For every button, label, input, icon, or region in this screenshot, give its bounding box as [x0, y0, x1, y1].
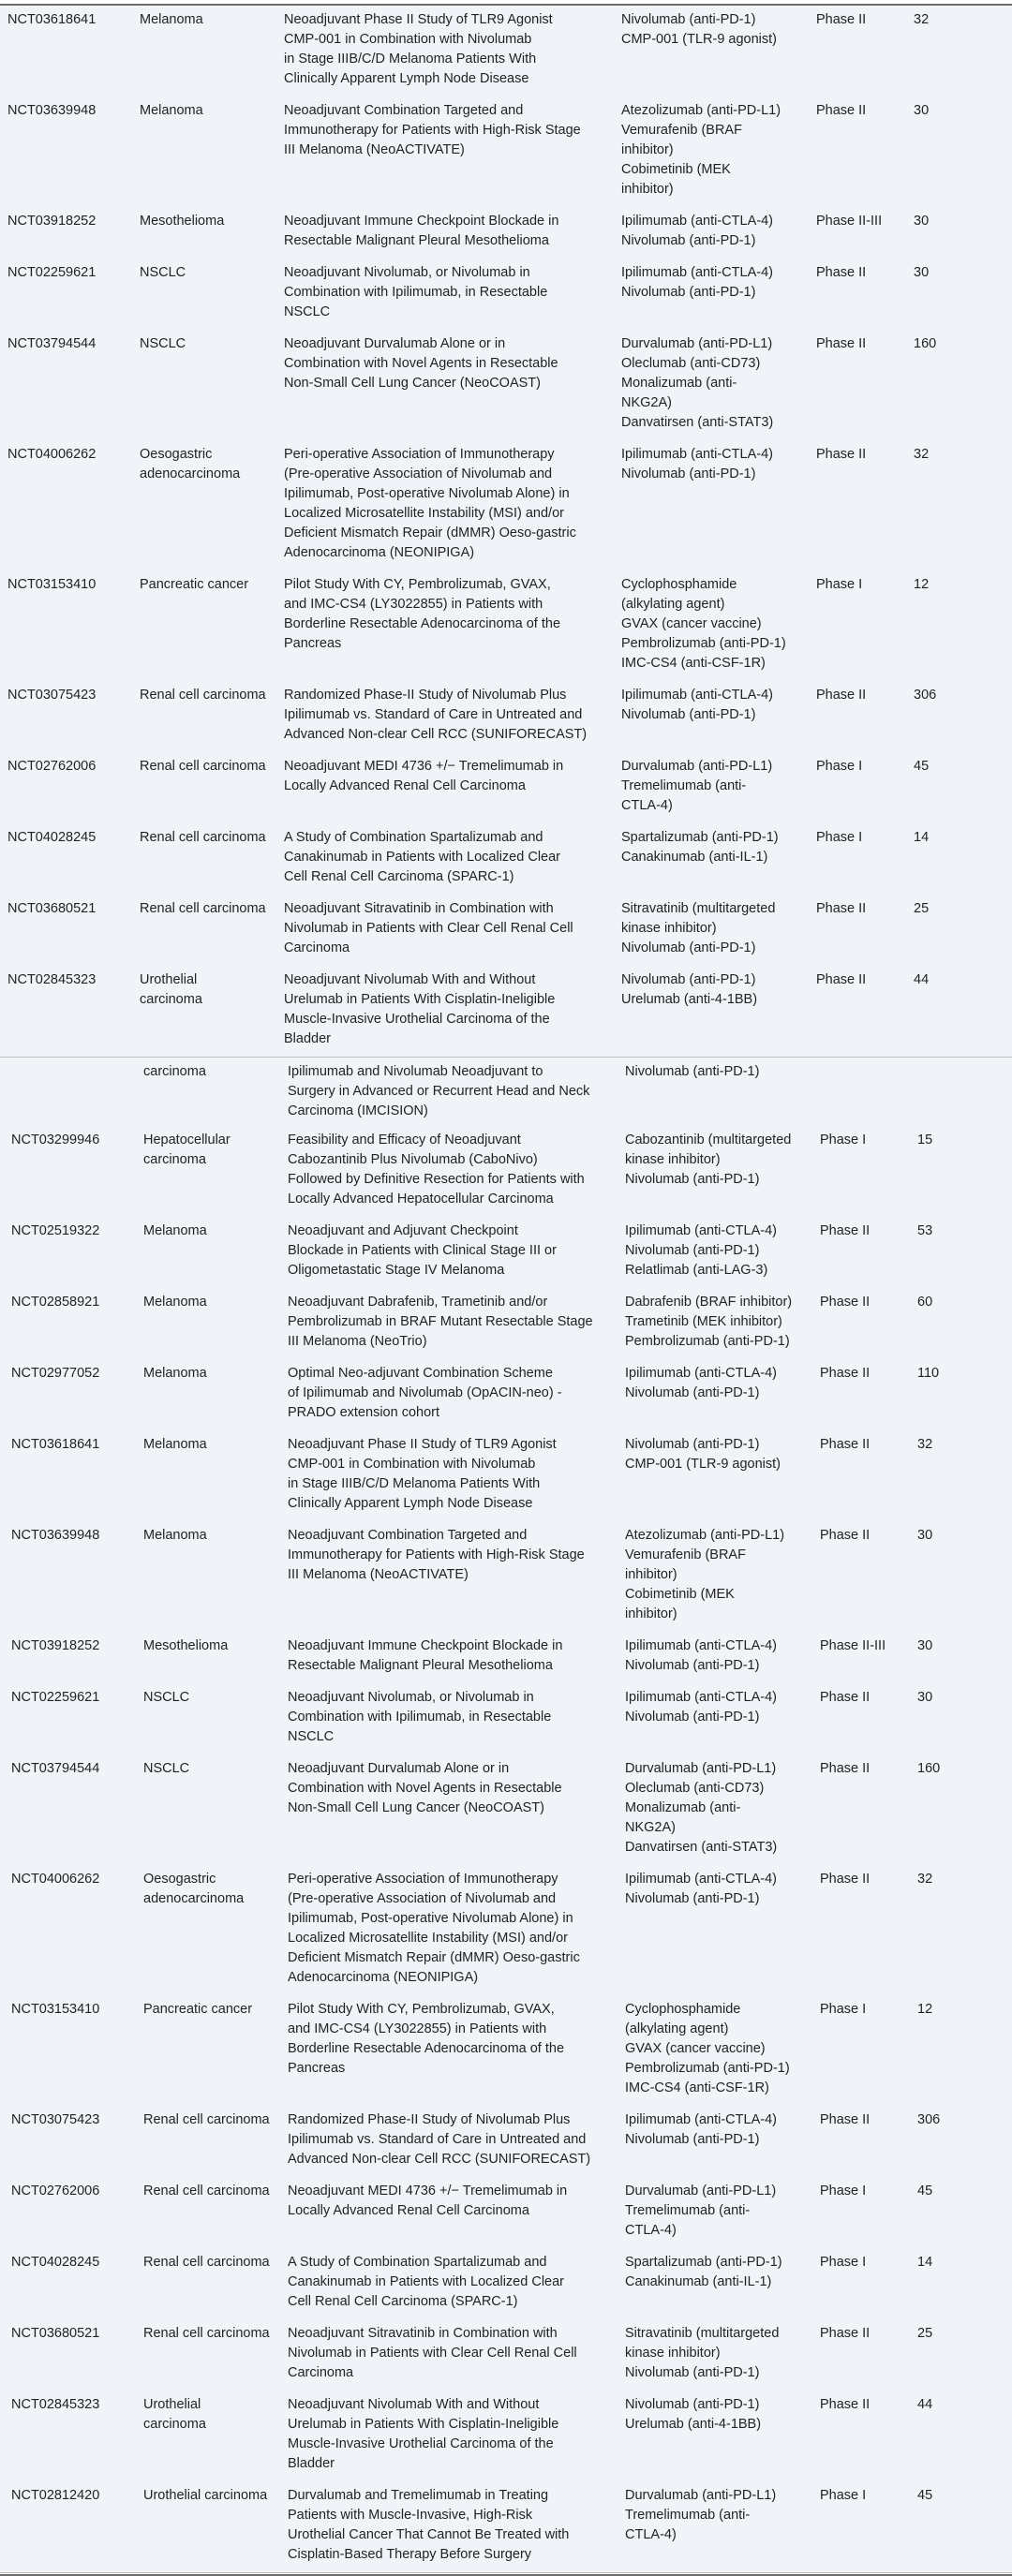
study-title-cell: Neoadjuvant Nivolumab With and Without Urelumab in Patients With Cisplatin-Ineligible Muscle-Invasive Urothelial Carcinoma of the Bladder: [284, 972, 556, 1046]
indication-cell: Melanoma: [143, 1295, 207, 1310]
enrollment-cell: 110: [917, 1366, 940, 1381]
study-title-cell: Neoadjuvant Dabrafenib, Trametinib and/or Pembrolizumab in BRAF Mutant Resectable Stage III Melanoma (NeoTrio): [288, 1295, 593, 1349]
study-title-cell: Neoadjuvant MEDI 4736 +/− Tremelimumab in Locally Advanced Renal Cell Carcinoma: [284, 759, 564, 793]
study-title-cell: Pilot Study With CY, Pembrolizumab, GVAX, and IMC-CS4 (LY3022855) in Patients with Borderline Resectable Adenocarcinoma of the Pancreas: [288, 2002, 565, 2076]
study-title-cell: Neoadjuvant Durvalumab Alone or in Combination with Novel Agents in Resectable Non-Small Cell Lung Cancer (NeoCOAST): [284, 336, 558, 391]
enrollment-cell: 45: [914, 759, 930, 774]
table-row: [0, 1865, 1012, 1995]
phase-cell: Phase II: [816, 447, 867, 462]
agents-cell: Ipilimumab (anti-CTLA-4) Nivolumab (anti-PD-1): [625, 1872, 777, 1906]
agents-cell: Cabozantinib (multitargeted kinase inhibitor) Nivolumab (anti-PD-1): [625, 1133, 792, 1187]
phase-cell: Phase I: [820, 2184, 867, 2198]
table-row: [0, 330, 1012, 440]
agents-cell: Cyclophosphamide (alkylating agent) GVAX (cancer vaccine) Pembrolizumab (anti-PD-1) IMC-CS4 (anti-CSF-1R): [621, 577, 786, 671]
table-row: [0, 1058, 1012, 1126]
table-row: [0, 207, 1012, 259]
phase-cell: Phase II: [820, 2112, 871, 2127]
row-divider: [0, 2572, 1012, 2573]
trial-id-cell: NCT03153410: [11, 2002, 100, 2017]
trial-id-cell: NCT03680521: [7, 901, 97, 916]
study-title-cell: Neoadjuvant Combination Targeted and Immunotherapy for Patients with High-Risk Stage III Melanoma (NeoACTIVATE): [284, 103, 581, 157]
study-title-cell: A Study of Combination Spartalizumab and Canakinumab in Patients with Localized Clear Cell Renal Cell Carcinoma (SPARC-1): [284, 830, 560, 884]
table-row: [0, 1995, 1012, 2106]
enrollment-cell: 30: [917, 1528, 933, 1543]
enrollment-cell: 30: [917, 1638, 933, 1653]
enrollment-cell: 12: [917, 2002, 933, 2017]
table-row: [0, 440, 1012, 570]
enrollment-cell: 44: [914, 972, 930, 987]
trial-id-cell: NCT03918252: [7, 214, 97, 229]
phase-cell: Phase II: [820, 1366, 871, 1381]
indication-cell: Renal cell carcinoma: [143, 2184, 270, 2198]
trial-id-cell: NCT03794544: [11, 1761, 100, 1776]
phase-cell: Phase II: [820, 2326, 871, 2341]
trial-id-cell: NCT04028245: [7, 830, 97, 845]
indication-cell: NSCLC: [140, 265, 186, 280]
table-row: [0, 1754, 1012, 1865]
indication-cell: Renal cell carcinoma: [140, 830, 266, 845]
indication-cell: Renal cell carcinoma: [143, 2255, 270, 2270]
agents-cell: Ipilimumab (anti-CTLA-4) Nivolumab (anti-PD-1) Relatlimab (anti-LAG-3): [625, 1223, 777, 1278]
table-row: [0, 1632, 1012, 1683]
indication-cell: Melanoma: [140, 103, 203, 118]
agents-cell: Ipilimumab (anti-CTLA-4) Nivolumab (anti-PD-1): [625, 1366, 777, 1400]
indication-cell: Melanoma: [143, 1366, 207, 1381]
table-row: [0, 1683, 1012, 1754]
agents-cell: Ipilimumab (anti-CTLA-4) Nivolumab (anti-PD-1): [625, 2112, 777, 2147]
indication-cell: Melanoma: [143, 1528, 207, 1543]
agents-cell: Nivolumab (anti-PD-1): [625, 1064, 760, 1079]
enrollment-cell: 60: [917, 1295, 933, 1310]
indication-cell: Renal cell carcinoma: [140, 901, 266, 916]
agents-cell: Sitravatinib (multitargeted kinase inhibitor) Nivolumab (anti-PD-1): [625, 2326, 780, 2380]
enrollment-cell: 25: [917, 2326, 933, 2341]
trial-id-cell: NCT03618641: [7, 12, 97, 27]
agents-cell: Durvalumab (anti-PD-L1) Oleclumab (anti-CD73) Monalizumab (anti- NKG2A) Danvatirsen (anti-STAT3): [625, 1761, 778, 1855]
study-title-cell: Pilot Study With CY, Pembrolizumab, GVAX, and IMC-CS4 (LY3022855) in Patients with Borderline Resectable Adenocarcinoma of the Pancreas: [284, 577, 561, 651]
enrollment-cell: 30: [914, 214, 930, 229]
enrollment-cell: 14: [917, 2255, 933, 2270]
indication-cell: Oesogastric adenocarcinoma: [140, 447, 241, 481]
table-row: [0, 570, 1012, 681]
trial-id-cell: NCT03639948: [7, 103, 97, 118]
table-row: [0, 2177, 1012, 2248]
enrollment-cell: 25: [914, 901, 930, 916]
enrollment-cell: 30: [917, 1690, 933, 1705]
phase-cell: Phase I: [820, 2488, 867, 2503]
indication-cell: Melanoma: [143, 1437, 207, 1452]
enrollment-cell: 32: [914, 447, 930, 462]
agents-cell: Durvalumab (anti-PD-L1) Oleclumab (anti-CD73) Monalizumab (anti- NKG2A) Danvatirsen (anti-STAT3): [621, 336, 774, 430]
trial-id-cell: NCT02845323: [7, 972, 97, 987]
trial-id-cell: NCT04006262: [11, 1872, 100, 1887]
agents-cell: Nivolumab (anti-PD-1) CMP-001 (TLR-9 agonist): [625, 1437, 781, 1472]
indication-cell: Mesothelioma: [140, 214, 225, 229]
phase-cell: Phase II: [816, 103, 867, 118]
study-title-cell: Neoadjuvant Immune Checkpoint Blockade in Resectable Malignant Pleural Mesothelioma: [284, 214, 559, 248]
trial-id-cell: NCT02762006: [7, 759, 97, 774]
table-row: [0, 1359, 1012, 1430]
trial-id-cell: NCT04006262: [7, 447, 97, 462]
indication-cell: Urothelial carcinoma: [140, 972, 202, 1007]
phase-cell: Phase II: [816, 265, 867, 280]
phase-cell: Phase II: [816, 901, 867, 916]
agents-cell: Nivolumab (anti-PD-1) Urelumab (anti-4-1BB): [621, 972, 758, 1007]
enrollment-cell: 45: [917, 2184, 933, 2198]
phase-cell: Phase II: [820, 1872, 871, 1887]
indication-cell: NSCLC: [143, 1690, 190, 1705]
study-title-cell: Neoadjuvant Durvalumab Alone or in Combination with Novel Agents in Resectable Non-Small Cell Lung Cancer (NeoCOAST): [288, 1761, 562, 1815]
agents-cell: Durvalumab (anti-PD-L1) Tremelimumab (anti- CTLA-4): [625, 2488, 777, 2542]
indication-cell: Pancreatic cancer: [143, 2002, 253, 2017]
indication-cell: Renal cell carcinoma: [143, 2326, 270, 2341]
agents-cell: Spartalizumab (anti-PD-1) Canakinumab (anti-IL-1): [625, 2255, 782, 2289]
study-title-cell: Neoadjuvant MEDI 4736 +/− Tremelimumab in Locally Advanced Renal Cell Carcinoma: [288, 2184, 568, 2218]
phase-cell: Phase II: [820, 2397, 871, 2412]
enrollment-cell: 53: [917, 1223, 933, 1238]
trial-id-cell: NCT03639948: [11, 1528, 100, 1543]
enrollment-cell: 30: [914, 103, 930, 118]
agents-cell: Cyclophosphamide (alkylating agent) GVAX (cancer vaccine) Pembrolizumab (anti-PD-1) IMC-CS4 (anti-CSF-1R): [625, 2002, 790, 2095]
trial-id-cell: NCT03918252: [11, 1638, 100, 1653]
enrollment-cell: 160: [914, 336, 937, 351]
indication-cell: Melanoma: [143, 1223, 207, 1238]
trial-id-cell: NCT03299946: [11, 1133, 100, 1147]
table-row: [0, 2391, 1012, 2481]
agents-cell: Durvalumab (anti-PD-L1) Tremelimumab (anti- CTLA-4): [625, 2184, 777, 2238]
agents-cell: Atezolizumab (anti-PD-L1) Vemurafenib (BRAF inhibitor) Cobimetinib (MEK inhibitor): [625, 1528, 785, 1621]
study-title-cell: Neoadjuvant Phase II Study of TLR9 Agonist CMP-001 in Combination with Nivolumab in Stage IIIB/C/D Melanoma Patients With Clinically Apparent Lymph Node Disease: [284, 12, 553, 86]
study-title-cell: Neoadjuvant Immune Checkpoint Blockade in Resectable Malignant Pleural Mesothelioma: [288, 1638, 563, 1673]
study-title-cell: Randomized Phase-II Study of Nivolumab Plus Ipilimumab vs. Standard of Care in Untreated and Advanced Non-clear Cell RCC (SUNIFORECAST): [284, 688, 588, 742]
study-title-cell: Neoadjuvant Sitravatinib in Combination with Nivolumab in Patients with Clear Cell Renal Cell Carcinoma: [288, 2326, 577, 2380]
indication-cell: NSCLC: [143, 1761, 190, 1776]
enrollment-cell: 160: [917, 1761, 941, 1776]
trial-id-cell: NCT03794544: [7, 336, 97, 351]
enrollment-cell: 32: [917, 1437, 933, 1452]
indication-cell: Hepatocellular carcinoma: [143, 1133, 231, 1167]
agents-cell: Ipilimumab (anti-CTLA-4) Nivolumab (anti-PD-1): [621, 214, 773, 248]
phase-cell: Phase II: [820, 1295, 871, 1310]
enrollment-cell: 32: [914, 12, 930, 27]
phase-cell: Phase II-III: [820, 1638, 886, 1653]
phase-cell: Phase I: [820, 1133, 867, 1147]
agents-cell: Ipilimumab (anti-CTLA-4) Nivolumab (anti-PD-1): [621, 688, 773, 722]
indication-cell: Renal cell carcinoma: [143, 2112, 270, 2127]
table-row: [0, 895, 1012, 966]
trial-id-cell: NCT02812420: [11, 2488, 100, 2503]
indication-cell: NSCLC: [140, 336, 186, 351]
enrollment-cell: 306: [914, 688, 937, 703]
phase-cell: Phase II: [816, 972, 867, 987]
enrollment-cell: 45: [917, 2488, 933, 2503]
indication-cell: Pancreatic cancer: [140, 577, 249, 592]
study-title-cell: Optimal Neo-adjuvant Combination Scheme of Ipilimumab and Nivolumab (OpACIN-neo) - PRADO extension cohort: [288, 1366, 562, 1420]
enrollment-cell: 30: [914, 265, 930, 280]
study-title-cell: Ipilimumab and Nivolumab Neoadjuvant to Surgery in Advanced or Recurrent Head and Neck Carcinoma (IMCISION): [288, 1064, 590, 1118]
indication-cell: Renal cell carcinoma: [140, 688, 266, 703]
phase-cell: Phase II-III: [816, 214, 883, 229]
indication-cell: carcinoma: [143, 1064, 206, 1079]
table-row: [0, 966, 1012, 1057]
agents-cell: Ipilimumab (anti-CTLA-4) Nivolumab (anti-PD-1): [625, 1690, 777, 1725]
table-row: [0, 96, 1012, 207]
phase-cell: Phase I: [816, 577, 863, 592]
indication-cell: Oesogastric adenocarcinoma: [143, 1872, 245, 1906]
agents-cell: Nivolumab (anti-PD-1) Urelumab (anti-4-1BB): [625, 2397, 762, 2432]
enrollment-cell: 14: [914, 830, 930, 845]
trial-id-cell: NCT03075423: [11, 2112, 100, 2127]
phase-cell: Phase II: [820, 1223, 871, 1238]
phase-cell: Phase I: [816, 830, 863, 845]
table-row: [0, 2248, 1012, 2319]
indication-cell: Urothelial carcinoma: [143, 2397, 206, 2432]
table-row: [0, 259, 1012, 330]
phase-cell: Phase I: [820, 2255, 867, 2270]
phase-cell: Phase II: [820, 1690, 871, 1705]
trial-id-cell: NCT02858921: [11, 1295, 100, 1310]
study-title-cell: A Study of Combination Spartalizumab and Canakinumab in Patients with Localized Clear Cell Renal Cell Carcinoma (SPARC-1): [288, 2255, 564, 2309]
trial-id-cell: NCT03618641: [11, 1437, 100, 1452]
study-title-cell: Neoadjuvant Phase II Study of TLR9 Agonist CMP-001 in Combination with Nivolumab in Stage IIIB/C/D Melanoma Patients With Clinically Apparent Lymph Node Disease: [288, 1437, 557, 1511]
agents-cell: Sitravatinib (multitargeted kinase inhibitor) Nivolumab (anti-PD-1): [621, 901, 776, 955]
table-row: [0, 2106, 1012, 2177]
study-title-cell: Neoadjuvant Nivolumab, or Nivolumab in Combination with Ipilimumab, in Resectable NSCLC: [288, 1690, 552, 1744]
indication-cell: Renal cell carcinoma: [140, 759, 266, 774]
trial-id-cell: NCT02519322: [11, 1223, 100, 1238]
agents-cell: Ipilimumab (anti-CTLA-4) Nivolumab (anti-PD-1): [621, 265, 773, 300]
phase-cell: Phase II: [820, 1528, 871, 1543]
table-row: [0, 1521, 1012, 1632]
study-title-cell: Neoadjuvant Nivolumab With and Without Urelumab in Patients With Cisplatin-Ineligible Muscle-Invasive Urothelial Carcinoma of the Bladder: [288, 2397, 559, 2471]
enrollment-cell: 12: [914, 577, 930, 592]
agents-cell: Spartalizumab (anti-PD-1) Canakinumab (anti-IL-1): [621, 830, 779, 865]
enrollment-cell: 15: [917, 1133, 933, 1147]
trial-id-cell: NCT02259621: [7, 265, 97, 280]
phase-cell: Phase I: [816, 759, 863, 774]
phase-cell: Phase II: [820, 1437, 871, 1452]
table-row: [0, 1126, 1012, 1217]
study-title-cell: Randomized Phase-II Study of Nivolumab Plus Ipilimumab vs. Standard of Care in Untreated and Advanced Non-clear Cell RCC (SUNIFORECAST): [288, 2112, 591, 2167]
enrollment-cell: 32: [917, 1872, 933, 1887]
trial-id-cell: NCT02845323: [11, 2397, 100, 2412]
table-row: [0, 823, 1012, 895]
study-title-cell: Peri-operative Association of Immunotherapy (Pre-operative Association of Nivolumab and Ipilimumab, Post-operative Nivolumab Alone) in Localized Microsatellite Instability (MSI) and/or Deficient Mismatch Repair (dMMR) Oeso-gastric Adenocarcinoma (NEONIPIGA): [284, 447, 576, 560]
trial-id-cell: NCT02762006: [11, 2184, 100, 2198]
trial-id-cell: NCT02259621: [11, 1690, 100, 1705]
trial-id-cell: NCT03153410: [7, 577, 97, 592]
agents-cell: Ipilimumab (anti-CTLA-4) Nivolumab (anti-PD-1): [625, 1638, 777, 1673]
agents-cell: Ipilimumab (anti-CTLA-4) Nivolumab (anti-PD-1): [621, 447, 773, 481]
indication-cell: Melanoma: [140, 12, 203, 27]
study-title-cell: Peri-operative Association of Immunotherapy (Pre-operative Association of Nivolumab and Ipilimumab, Post-operative Nivolumab Alone) in Localized Microsatellite Instability (MSI) and/or Deficient Mismatch Repair (dMMR) Oeso-gastric Adenocarcinoma (NEONIPIGA): [288, 1872, 580, 1985]
phase-cell: Phase II: [816, 336, 867, 351]
study-title-cell: Neoadjuvant and Adjuvant Checkpoint Blockade in Patients with Clinical Stage III or Oligometastatic Stage IV Melanoma: [288, 1223, 557, 1278]
agents-cell: Durvalumab (anti-PD-L1) Tremelimumab (anti- CTLA-4): [621, 759, 773, 813]
phase-cell: Phase I: [820, 2002, 867, 2017]
phase-cell: Phase II: [816, 12, 867, 27]
study-title-cell: Feasibility and Efficacy of Neoadjuvant Cabozantinib Plus Nivolumab (CaboNivo) Followed by Definitive Resection for Patients with Locally Advanced Hepatocellular Carcinoma: [288, 1133, 585, 1207]
table-row: [0, 1430, 1012, 1521]
indication-cell: Mesothelioma: [143, 1638, 229, 1653]
trial-id-cell: NCT03680521: [11, 2326, 100, 2341]
trial-id-cell: NCT04028245: [11, 2255, 100, 2270]
enrollment-cell: 44: [917, 2397, 933, 2412]
trial-id-cell: NCT02977052: [11, 1366, 100, 1381]
study-title-cell: Neoadjuvant Combination Targeted and Immunotherapy for Patients with High-Risk Stage III Melanoma (NeoACTIVATE): [288, 1528, 585, 1582]
study-title-cell: Neoadjuvant Nivolumab, or Nivolumab in Combination with Ipilimumab, in Resectable NSCLC: [284, 265, 548, 319]
agents-cell: Atezolizumab (anti-PD-L1) Vemurafenib (BRAF inhibitor) Cobimetinib (MEK inhibitor): [621, 103, 781, 197]
table-row: [0, 1217, 1012, 1288]
table-row: [0, 1288, 1012, 1359]
table-row: [0, 6, 1012, 96]
study-title-cell: Durvalumab and Tremelimumab in Treating Patients with Muscle-Invasive, High-Risk Urothelial Cancer That Cannot Be Treated with Cisplatin-Based Therapy Before Surgery: [288, 2488, 570, 2562]
table-row: [0, 2481, 1012, 2572]
trial-id-cell: NCT03075423: [7, 688, 97, 703]
table-row: [0, 2319, 1012, 2391]
enrollment-cell: 306: [917, 2112, 941, 2127]
study-title-cell: Neoadjuvant Sitravatinib in Combination with Nivolumab in Patients with Clear Cell Renal Cell Carcinoma: [284, 901, 573, 955]
phase-cell: Phase II: [820, 1761, 871, 1776]
agents-cell: Dabrafenib (BRAF inhibitor) Trametinib (MEK inhibitor) Pembrolizumab (anti-PD-1): [625, 1295, 793, 1349]
table-row: [0, 752, 1012, 823]
table-row: [0, 681, 1012, 752]
phase-cell: Phase II: [816, 688, 867, 703]
indication-cell: Urothelial carcinoma: [143, 2488, 268, 2503]
agents-cell: Nivolumab (anti-PD-1) CMP-001 (TLR-9 agonist): [621, 12, 777, 47]
